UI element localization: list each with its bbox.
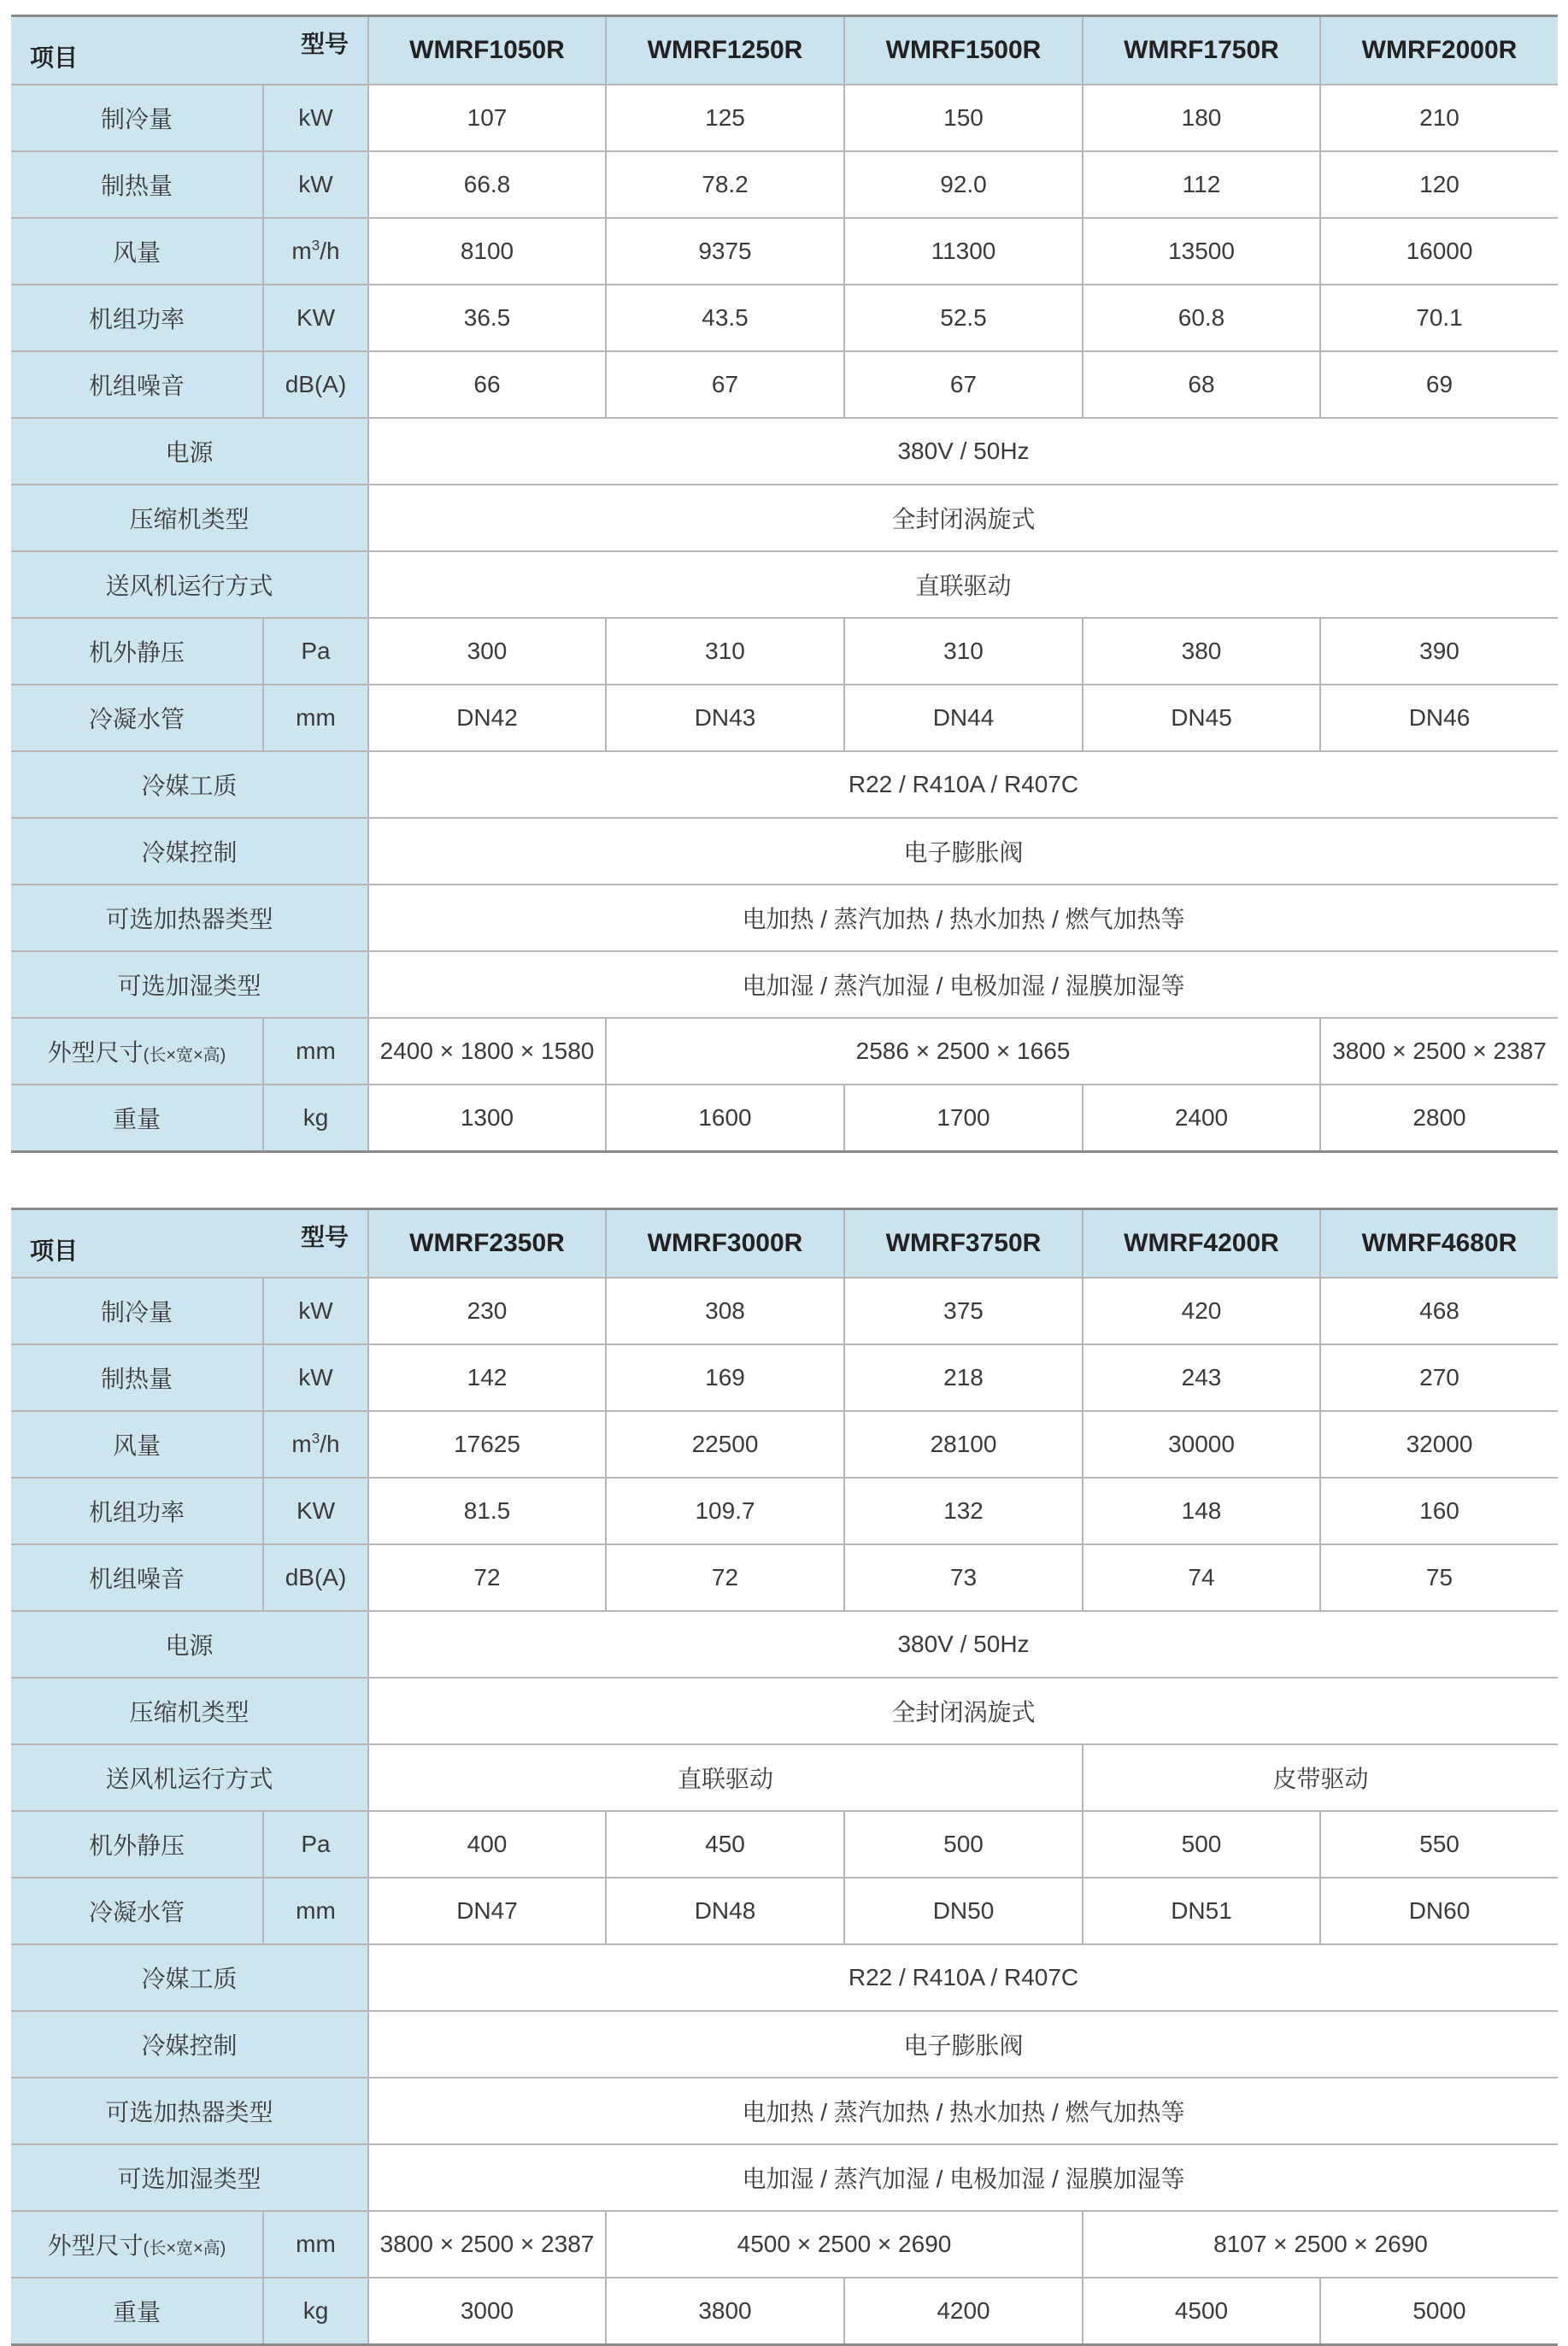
value-cell: 2586 × 2500 × 1665: [606, 1018, 1320, 1085]
unit-tail: /h: [320, 1431, 340, 1457]
value-cell: 直联驱动: [368, 551, 1558, 618]
value-cell: 11300: [844, 218, 1083, 285]
unit-superscript: 3: [311, 237, 320, 254]
row-fan-drive: [11, 551, 1558, 618]
value-cell: DN60: [1320, 1878, 1558, 1944]
row-refrigerant: [11, 1944, 1558, 2011]
row-supply: [11, 418, 1558, 485]
spec-table-1: [11, 15, 1558, 1153]
value-cell: 450: [606, 1811, 844, 1878]
row-dimensions: [11, 1018, 1558, 1085]
value-cell: 210: [1320, 85, 1558, 151]
row-static-pressure: [11, 618, 1558, 685]
value-cell: 32000: [1320, 1411, 1558, 1478]
value-cell: 36.5: [368, 285, 606, 351]
value-cell: 全封闭涡旋式: [368, 485, 1558, 551]
header-row: [11, 1209, 1558, 1279]
value-cell: 500: [1083, 1811, 1320, 1878]
row-label: 冷凝水管: [11, 1878, 263, 1944]
value-cell: 22500: [606, 1411, 844, 1478]
value-cell: 300: [368, 618, 606, 685]
row-label: 机组功率: [11, 1478, 263, 1544]
value-cell: 66: [368, 351, 606, 418]
row-label: 机外静压: [11, 1811, 263, 1878]
value-cell: 67: [606, 351, 844, 418]
row-static-pressure: [11, 1811, 1558, 1878]
value-cell: DN51: [1083, 1878, 1320, 1944]
unit-cell: [263, 1411, 368, 1478]
value-cell: 9375: [606, 218, 844, 285]
unit-cell: kg: [263, 1085, 368, 1152]
value-cell: 全封闭涡旋式: [368, 1678, 1558, 1744]
row-label: 可选加热器类型: [11, 2078, 368, 2144]
value-cell: DN42: [368, 685, 606, 751]
row-label: 机组功率: [11, 285, 263, 351]
unit-cell: mm: [263, 2211, 368, 2278]
unit-cell: mm: [263, 1018, 368, 1085]
value-cell: DN43: [606, 685, 844, 751]
row-supply: [11, 1611, 1558, 1678]
value-cell: 28100: [844, 1411, 1083, 1478]
value-cell: 109.7: [606, 1478, 844, 1544]
dimensions-label: 外型尺寸: [47, 2232, 144, 2259]
spec-table-2: [11, 1208, 1558, 2346]
value-cell: R22 / R410A / R407C: [368, 1944, 1558, 2011]
row-label: 压缩机类型: [11, 485, 368, 551]
row-drain-pipe: [11, 685, 1558, 751]
value-cell: 375: [844, 1278, 1083, 1344]
row-label: 重量: [11, 1085, 263, 1152]
row-compressor: [11, 1678, 1558, 1744]
value-cell: 78.2: [606, 151, 844, 218]
row-label: 制冷量: [11, 1278, 263, 1344]
row-label: 可选加热器类型: [11, 885, 368, 951]
value-cell: 8107 × 2500 × 2690: [1083, 2211, 1558, 2278]
row-airflow: [11, 1411, 1558, 1478]
value-cell: 13500: [1083, 218, 1320, 285]
value-cell: 380V / 50Hz: [368, 418, 1558, 485]
row-label: 风量: [11, 1411, 263, 1478]
row-fan-drive: [11, 1744, 1558, 1811]
unit-cell: [263, 218, 368, 285]
value-cell: 1600: [606, 1085, 844, 1152]
value-cell: 72: [606, 1544, 844, 1611]
value-cell: 电加热 / 蒸汽加热 / 热水加热 / 燃气加热等: [368, 2078, 1558, 2144]
value-cell: 4500 × 2500 × 2690: [606, 2211, 1083, 2278]
corner-header-cell: [11, 1209, 368, 1279]
row-refrigerant-control: [11, 818, 1558, 885]
item-header-label: 项目: [30, 44, 79, 71]
row-refrigerant: [11, 751, 1558, 818]
row-heating: [11, 151, 1558, 218]
value-cell: 2800: [1320, 1085, 1558, 1152]
row-label: 机外静压: [11, 618, 263, 685]
header-row: [11, 16, 1558, 85]
value-cell: 30000: [1083, 1411, 1320, 1478]
unit-superscript: 3: [311, 1430, 320, 1447]
row-label: 制冷量: [11, 85, 263, 151]
value-cell: 112: [1083, 151, 1320, 218]
dimensions-label: 外型尺寸: [47, 1039, 144, 1066]
value-cell: 142: [368, 1344, 606, 1411]
model-header-label: 型号: [300, 31, 349, 57]
row-label: 冷媒控制: [11, 818, 368, 885]
corner-header-cell: [11, 16, 368, 85]
value-cell: DN48: [606, 1878, 844, 1944]
value-cell: 230: [368, 1278, 606, 1344]
value-cell: 1300: [368, 1085, 606, 1152]
value-cell: DN45: [1083, 685, 1320, 751]
row-humidifier-types: [11, 2144, 1558, 2211]
unit-cell: Pa: [263, 618, 368, 685]
value-cell: 68: [1083, 351, 1320, 418]
row-label: [11, 1018, 263, 1085]
row-noise: [11, 1544, 1558, 1611]
unit-cell: dB(A): [263, 1544, 368, 1611]
value-cell: 380: [1083, 618, 1320, 685]
unit-cell: dB(A): [263, 351, 368, 418]
value-cell: 电加湿 / 蒸汽加湿 / 电极加湿 / 湿膜加湿等: [368, 951, 1558, 1018]
value-cell: 310: [606, 618, 844, 685]
value-cell: 74: [1083, 1544, 1320, 1611]
value-cell: 308: [606, 1278, 844, 1344]
value-cell: 160: [1320, 1478, 1558, 1544]
row-label: 冷媒工质: [11, 1944, 368, 2011]
model-header: WMRF2000R: [1320, 16, 1558, 85]
row-airflow: [11, 218, 1558, 285]
value-cell: DN46: [1320, 685, 1558, 751]
value-cell: 180: [1083, 85, 1320, 151]
dimensions-note: (长×宽×高): [143, 1046, 226, 1065]
value-cell: 4500: [1083, 2278, 1320, 2345]
value-cell: 8100: [368, 218, 606, 285]
row-label: 电源: [11, 1611, 368, 1678]
row-dimensions: [11, 2211, 1558, 2278]
dimensions-note: (长×宽×高): [143, 2239, 226, 2258]
row-label: 冷媒控制: [11, 2011, 368, 2078]
value-cell: 直联驱动: [368, 1744, 1083, 1811]
unit-cell: kW: [263, 85, 368, 151]
model-header: WMRF1050R: [368, 16, 606, 85]
row-label: 重量: [11, 2278, 263, 2345]
model-header-label: 型号: [300, 1224, 349, 1250]
value-cell: 218: [844, 1344, 1083, 1411]
value-cell: 150: [844, 85, 1083, 151]
value-cell: 3000: [368, 2278, 606, 2345]
row-heater-types: [11, 885, 1558, 951]
value-cell: 16000: [1320, 218, 1558, 285]
value-cell: 皮带驱动: [1083, 1744, 1558, 1811]
value-cell: 3800 × 2500 × 2387: [1320, 1018, 1558, 1085]
model-header: WMRF2350R: [368, 1209, 606, 1279]
value-cell: 电子膨胀阀: [368, 2011, 1558, 2078]
value-cell: DN44: [844, 685, 1083, 751]
value-cell: 468: [1320, 1278, 1558, 1344]
unit-cell: mm: [263, 685, 368, 751]
value-cell: 17625: [368, 1411, 606, 1478]
row-label: 制热量: [11, 1344, 263, 1411]
row-power: [11, 1478, 1558, 1544]
value-cell: 169: [606, 1344, 844, 1411]
value-cell: 70.1: [1320, 285, 1558, 351]
row-heating: [11, 1344, 1558, 1411]
value-cell: 550: [1320, 1811, 1558, 1878]
row-label: 风量: [11, 218, 263, 285]
row-label: 送风机运行方式: [11, 551, 368, 618]
unit-cell: mm: [263, 1878, 368, 1944]
unit-cell: kW: [263, 151, 368, 218]
value-cell: 1700: [844, 1085, 1083, 1152]
value-cell: 3800 × 2500 × 2387: [368, 2211, 606, 2278]
row-label: 压缩机类型: [11, 1678, 368, 1744]
value-cell: 3800: [606, 2278, 844, 2345]
row-refrigerant-control: [11, 2011, 1558, 2078]
value-cell: 72: [368, 1544, 606, 1611]
row-heater-types: [11, 2078, 1558, 2144]
value-cell: 电子膨胀阀: [368, 818, 1558, 885]
value-cell: 4200: [844, 2278, 1083, 2345]
unit-cell: KW: [263, 285, 368, 351]
value-cell: 43.5: [606, 285, 844, 351]
item-header-label: 项目: [30, 1238, 79, 1264]
value-cell: 2400 × 1800 × 1580: [368, 1018, 606, 1085]
value-cell: 5000: [1320, 2278, 1558, 2345]
row-label: 机组噪音: [11, 351, 263, 418]
row-compressor: [11, 485, 1558, 551]
unit-base: m: [291, 238, 312, 264]
value-cell: 60.8: [1083, 285, 1320, 351]
row-weight: [11, 2278, 1558, 2345]
row-humidifier-types: [11, 951, 1558, 1018]
value-cell: 69: [1320, 351, 1558, 418]
value-cell: 500: [844, 1811, 1083, 1878]
model-header: WMRF3000R: [606, 1209, 844, 1279]
value-cell: 132: [844, 1478, 1083, 1544]
row-label: 制热量: [11, 151, 263, 218]
model-header: WMRF1500R: [844, 16, 1083, 85]
row-power: [11, 285, 1558, 351]
unit-cell: KW: [263, 1478, 368, 1544]
unit-cell: kg: [263, 2278, 368, 2345]
row-label: [11, 2211, 263, 2278]
value-cell: 75: [1320, 1544, 1558, 1611]
row-label: 冷凝水管: [11, 685, 263, 751]
row-label: 电源: [11, 418, 368, 485]
row-label: 机组噪音: [11, 1544, 263, 1611]
value-cell: 148: [1083, 1478, 1320, 1544]
unit-cell: kW: [263, 1278, 368, 1344]
value-cell: 电加湿 / 蒸汽加湿 / 电极加湿 / 湿膜加湿等: [368, 2144, 1558, 2211]
row-weight: [11, 1085, 1558, 1152]
value-cell: 电加热 / 蒸汽加热 / 热水加热 / 燃气加热等: [368, 885, 1558, 951]
row-label: 送风机运行方式: [11, 1744, 368, 1811]
value-cell: 400: [368, 1811, 606, 1878]
value-cell: 2400: [1083, 1085, 1320, 1152]
row-cooling: [11, 85, 1558, 151]
value-cell: 310: [844, 618, 1083, 685]
value-cell: 66.8: [368, 151, 606, 218]
value-cell: 243: [1083, 1344, 1320, 1411]
value-cell: 270: [1320, 1344, 1558, 1411]
value-cell: DN47: [368, 1878, 606, 1944]
model-header: WMRF1250R: [606, 16, 844, 85]
row-label: 冷媒工质: [11, 751, 368, 818]
row-drain-pipe: [11, 1878, 1558, 1944]
value-cell: 380V / 50Hz: [368, 1611, 1558, 1678]
unit-cell: Pa: [263, 1811, 368, 1878]
value-cell: 81.5: [368, 1478, 606, 1544]
row-label: 可选加湿类型: [11, 951, 368, 1018]
value-cell: 420: [1083, 1278, 1320, 1344]
row-cooling: [11, 1278, 1558, 1344]
value-cell: 92.0: [844, 151, 1083, 218]
value-cell: 390: [1320, 618, 1558, 685]
value-cell: 107: [368, 85, 606, 151]
row-noise: [11, 351, 1558, 418]
value-cell: 120: [1320, 151, 1558, 218]
value-cell: DN50: [844, 1878, 1083, 1944]
value-cell: R22 / R410A / R407C: [368, 751, 1558, 818]
row-label: 可选加湿类型: [11, 2144, 368, 2211]
value-cell: 125: [606, 85, 844, 151]
value-cell: 73: [844, 1544, 1083, 1611]
unit-cell: kW: [263, 1344, 368, 1411]
value-cell: 52.5: [844, 285, 1083, 351]
unit-base: m: [291, 1431, 312, 1457]
model-header: WMRF1750R: [1083, 16, 1320, 85]
model-header: WMRF4680R: [1320, 1209, 1558, 1279]
value-cell: 67: [844, 351, 1083, 418]
model-header: WMRF3750R: [844, 1209, 1083, 1279]
model-header: WMRF4200R: [1083, 1209, 1320, 1279]
unit-tail: /h: [320, 238, 340, 264]
